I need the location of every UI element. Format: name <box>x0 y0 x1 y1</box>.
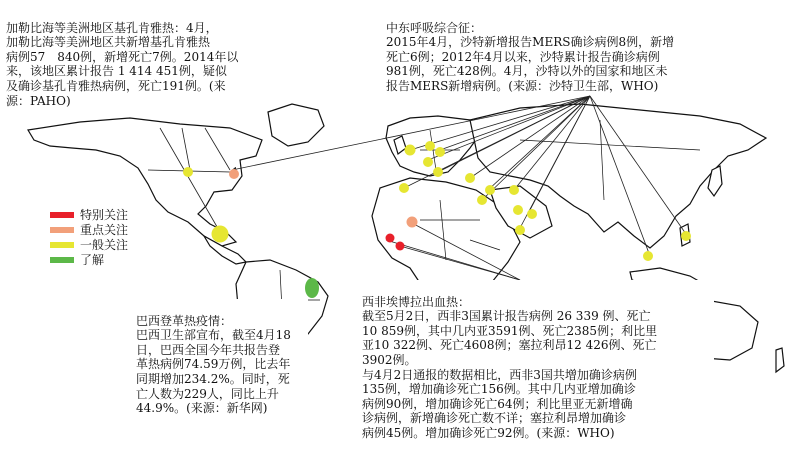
marker-sierra-leone <box>396 242 405 251</box>
marker-brazil <box>305 278 319 298</box>
legend-swatch-general <box>50 242 74 248</box>
legend-swatch-key <box>50 227 74 233</box>
marker-usa-east <box>229 169 239 179</box>
annotation-mers-body: 2015年4月，沙特新增报告MERS确诊病例8例，新增 死亡6例；2012年4月以来，沙特累计报告确诊病例 981例，死亡428例。4月，沙特以外的国家和地区未 报告MERS新增病例。(来源：沙特卫生部，WHO) <box>386 35 675 93</box>
annotation-caribbean-title: 加勒比海等美洲地区基孔肯雅热：4月， <box>6 20 218 35</box>
legend-label-aware: 了解 <box>80 253 105 267</box>
marker-mali <box>407 217 418 228</box>
marker-yemen <box>515 225 525 235</box>
legend-label-general: 一般关注 <box>80 238 129 252</box>
marker-italy <box>433 167 443 177</box>
marker-spain <box>399 183 409 193</box>
annotation-mers <box>386 6 716 94</box>
marker-guinea <box>386 234 395 243</box>
legend-item-key <box>50 222 128 237</box>
legend-label-special: 特别关注 <box>80 208 129 222</box>
legend-label-key: 重点关注 <box>80 223 129 237</box>
marker-gulf <box>527 209 537 219</box>
marker-central-europe <box>435 147 445 157</box>
legend-item-aware <box>50 252 128 267</box>
annotation-ebola-title: 西非埃博拉出血热： <box>362 294 471 309</box>
legend-item-special <box>50 207 128 222</box>
annotation-ebola-body: 截至5月2日，西非3国累计报告病例 26 339 例、死亡 10 859例，其中几内亚3591例、死亡2385例；利比里 亚10 322例、死亡4608例；塞拉利昂12 426例、死亡 3902例。 与4月2日通报的数据相比，西非3国共增加确诊病例 135例，增加确诊死亡156例。其中几内亚增加确诊 病例90例，增加确诊死亡64例；利比里亚无新增确 诊病例，新增确诊死亡数不详；塞拉利昂增加确诊 病例45例。增加确诊死亡92例。(来源：WHO) <box>362 309 658 440</box>
marker-philippines <box>681 231 691 241</box>
legend-item-general <box>50 237 128 252</box>
marker-saudi <box>513 205 523 215</box>
legend-swatch-special <box>50 212 74 218</box>
landmass-greenland <box>268 104 324 146</box>
annotation-caribbean-chikungunya <box>6 6 268 108</box>
map-legend <box>50 207 128 267</box>
marker-egypt <box>477 195 487 205</box>
annotation-brazil-dengue <box>136 299 308 416</box>
marker-uk <box>405 145 416 156</box>
marker-levant <box>485 185 495 195</box>
marker-malaysia <box>643 251 653 261</box>
marker-usa <box>183 167 193 177</box>
marker-germany <box>423 157 433 167</box>
annotation-brazil-body: 巴西卫生部宣布，截至4月18 日，巴西全国今年共报告登 革热病例74.59万例，比去年 同期增加234.2%。同时，死 亡人数为229人，同比上升 44.9%。(来源：新华网) <box>136 328 291 416</box>
marker-turkey <box>465 173 475 183</box>
annotation-mers-title: 中东呼吸综合征： <box>386 20 483 35</box>
marker-iran <box>509 185 519 195</box>
marker-caribbean <box>212 226 229 243</box>
annotation-west-africa-ebola <box>362 280 714 441</box>
marker-nordic <box>425 141 435 151</box>
landmass-new-zealand <box>776 348 784 372</box>
annotation-caribbean-body: 加勒比海等美洲地区共新增基孔肯雅热 病例57 840例，新增死亡7例。2014年以 来，该地区累计报告 1 414 451例，疑似 及确诊基孔肯雅热病例，死亡191例。(来 源：PAHO) <box>6 35 239 108</box>
annotation-brazil-title: 巴西登革热疫情： <box>136 313 233 328</box>
legend-swatch-aware <box>50 257 74 263</box>
